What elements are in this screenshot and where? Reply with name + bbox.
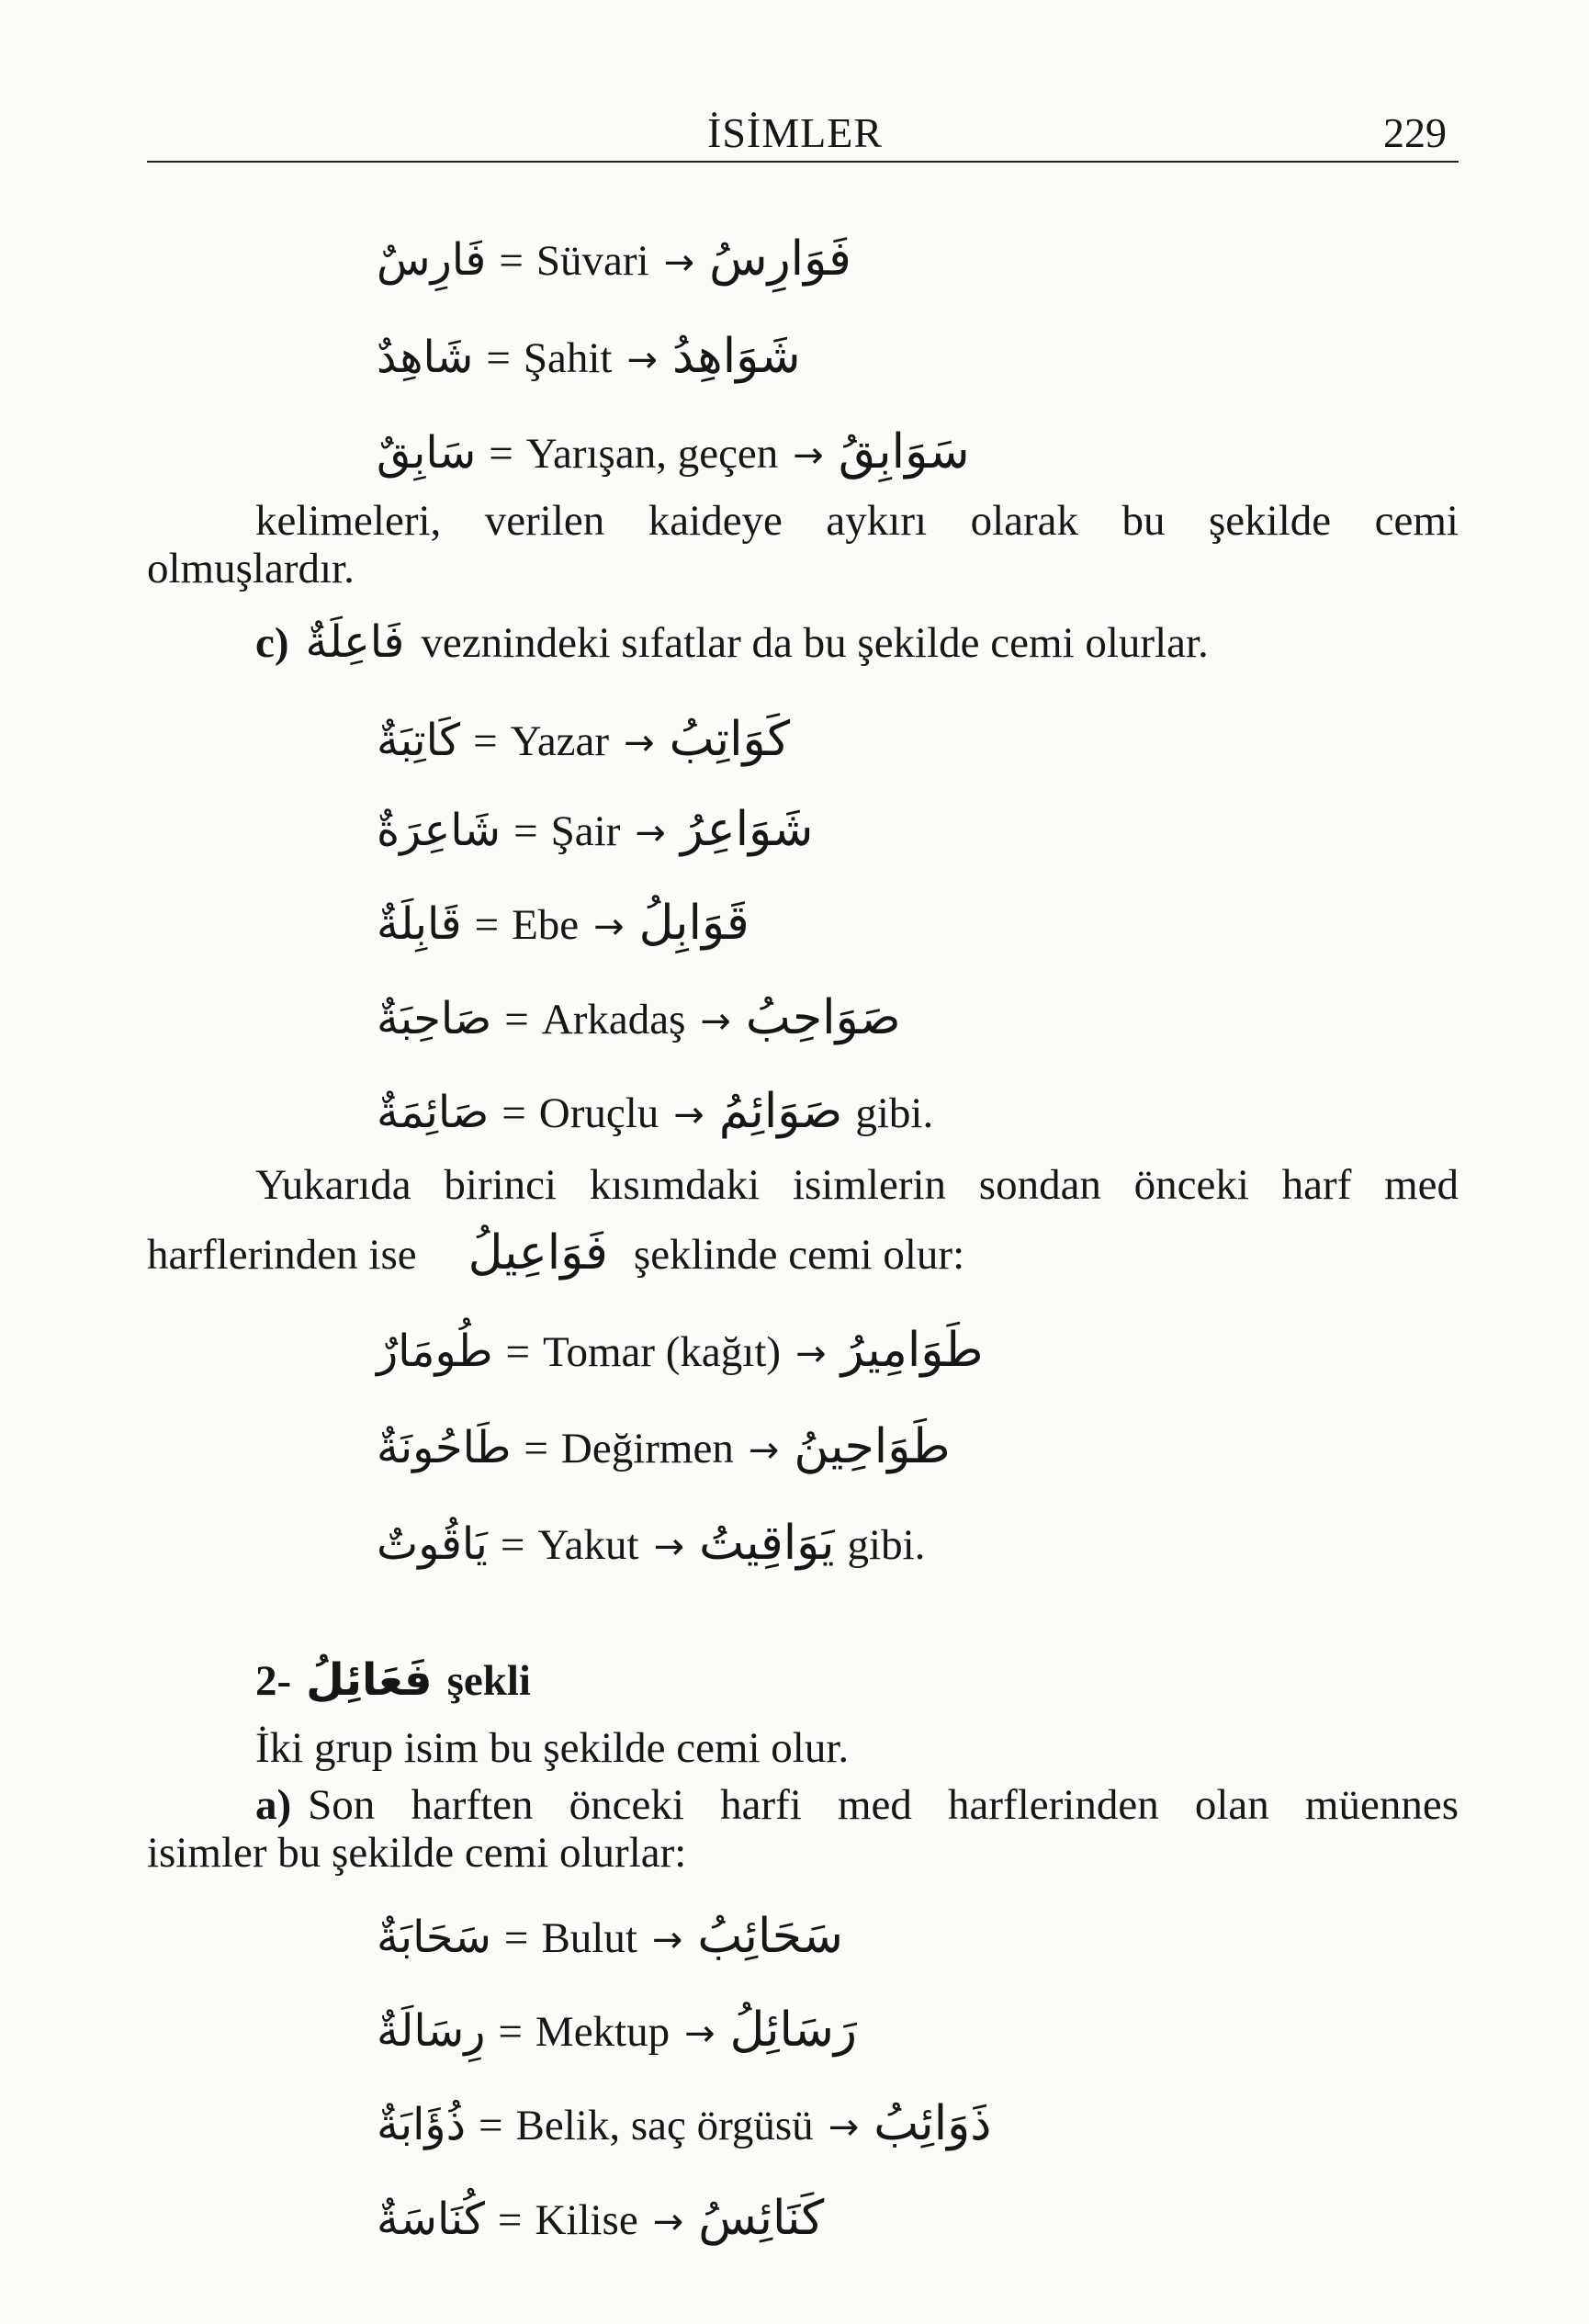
example-row [377, 1419, 950, 1474]
suffix-text: gibi. [847, 1521, 926, 1569]
rule-text: veznindeki sıfatlar da bu şekilde cemi olurlar. [421, 619, 1209, 667]
example-row [377, 990, 901, 1045]
arabic-plural: كَوَاتِبُ [669, 712, 791, 767]
equals-sign: = [498, 2008, 523, 2056]
equals-sign: = [497, 2196, 523, 2244]
arabic-plural: سَوَابِقُ [838, 424, 970, 479]
equals-sign: = [478, 2102, 503, 2149]
arabic-plural: صَوَاحِبُ [745, 990, 901, 1045]
arabic-plural: رَسَائِلُ [729, 2002, 858, 2058]
arrow-icon: → [653, 1526, 685, 1568]
example-row [377, 2096, 991, 2151]
arabic-plural: شَوَاهِدُ [672, 329, 801, 384]
example-row [377, 231, 851, 287]
arabic-singular: شَاعِرَةٌ [377, 805, 501, 856]
paragraph-line: İki grup isim bu şekilde cemi olur. [255, 1724, 850, 1772]
equals-sign: = [503, 1914, 529, 1962]
meaning: Yarışan, geçen [525, 430, 779, 478]
arrow-icon: → [652, 2201, 684, 2243]
arabic-pattern: فَعَائِلُ [306, 1654, 433, 1706]
meaning: Yazar [510, 717, 610, 765]
meaning: Şahit [523, 334, 613, 382]
arabic-singular: صَاحِبَةٌ [377, 993, 492, 1044]
section-label: şekli [446, 1657, 531, 1705]
arabic-pattern: فَاعِلَةٌ [305, 616, 405, 668]
arabic-plural: كَنَائِسُ [698, 2191, 825, 2246]
rule-c [255, 616, 1209, 668]
arabic-singular: يَاقُوتٌ [377, 1518, 488, 1570]
arabic-plural: شَوَاعِرُ [680, 802, 814, 857]
list-label: a) [255, 1781, 292, 1829]
arrow-icon: → [795, 1333, 827, 1375]
arabic-singular: ذُؤَابَةٌ [377, 2099, 466, 2150]
paragraph-line: isimler bu şekilde cemi olurlar: [147, 1829, 687, 1877]
meaning: Kilise [535, 2196, 638, 2244]
example-row [377, 1909, 843, 1964]
arabic-plural: قَوَابِلُ [638, 896, 749, 951]
arrow-icon: → [673, 1094, 704, 1136]
example-row [377, 329, 801, 384]
equals-sign: = [505, 1328, 531, 1376]
arabic-singular: قَابِلَةٌ [377, 898, 462, 950]
page-number: 229 [1383, 109, 1447, 156]
example-row [377, 1084, 933, 1139]
meaning: Değirmen [560, 1425, 734, 1472]
arabic-plural: صَوَائِمُ [718, 1084, 843, 1139]
meaning: Ebe [512, 901, 580, 949]
arabic-plural: طَوَامِيرُ [840, 1323, 984, 1378]
equals-sign: = [474, 901, 500, 949]
arrow-icon: → [651, 1919, 683, 1961]
paragraph-line: Yukarıda birinci kısımdaki isimlerin sondan önceki harf med [255, 1161, 1459, 1209]
paragraph-text: şeklinde cemi olur: [633, 1231, 965, 1279]
arrow-icon: → [593, 906, 625, 948]
meaning: Mektup [535, 2008, 671, 2056]
example-row [377, 1516, 925, 1571]
paragraph-line: kelimeleri, verilen kaideye aykırı olarak bu şekilde cemi [255, 497, 1459, 545]
arabic-singular: كُنَاسَةٌ [377, 2194, 485, 2245]
equals-sign: = [486, 334, 511, 382]
paragraph-line [255, 1780, 1459, 1830]
header-rule [147, 161, 1459, 163]
arabic-singular: سَابِقٌ [377, 427, 477, 479]
meaning: Oruçlu [538, 1089, 659, 1137]
list-label: c) [255, 619, 289, 667]
arrow-icon: → [793, 434, 824, 477]
example-row [377, 2191, 824, 2246]
equals-sign: = [500, 1521, 525, 1569]
equals-sign: = [489, 430, 513, 478]
meaning: Belik, saç örgüsü [515, 2102, 814, 2149]
example-row [377, 802, 813, 857]
arabic-singular: طُومَارٌ [377, 1326, 493, 1377]
paragraph-text: harflerinden ise [147, 1231, 417, 1279]
meaning: Tomar (kağıt) [543, 1328, 782, 1376]
arabic-singular: كَاتِبَةٌ [377, 715, 461, 766]
arabic-plural: سَحَائِبُ [697, 1909, 843, 1964]
arabic-singular: شَاهِدٌ [377, 332, 474, 383]
arabic-singular: سَحَابَةٌ [377, 1912, 491, 1963]
arabic-singular: رِسَالَةٌ [377, 2005, 486, 2057]
paragraph-line: olmuşlardır. [147, 545, 355, 592]
equals-sign: = [473, 717, 498, 765]
meaning: Şair [550, 807, 621, 855]
equals-sign: = [501, 1089, 526, 1137]
arabic-pattern: فَوَاعِيلُ [468, 1225, 608, 1280]
arabic-plural: فَوَارِسُ [709, 231, 851, 287]
section-number: 2- [255, 1657, 292, 1705]
arrow-icon: → [663, 242, 695, 284]
arrow-icon: → [624, 722, 655, 764]
arabic-singular: طَاحُونَةٌ [377, 1422, 512, 1473]
example-row [377, 1323, 984, 1378]
example-row [377, 712, 790, 767]
arabic-singular: فَارِسٌ [377, 234, 487, 286]
equals-sign: = [513, 807, 538, 855]
arrow-icon: → [635, 812, 666, 854]
arrow-icon: → [626, 339, 659, 381]
meaning: Arkadaş [541, 996, 686, 1044]
example-row [377, 424, 970, 479]
arrow-icon: → [828, 2106, 860, 2149]
arabic-singular: صَائِمَةٌ [377, 1087, 490, 1138]
meaning: Yakut [537, 1521, 639, 1569]
meaning: Bulut [541, 1914, 637, 1962]
equals-sign: = [504, 996, 529, 1044]
arrow-icon: → [684, 2013, 716, 2055]
paragraph-text: Son harften önceki harfi med harflerinden olan müennes [308, 1781, 1459, 1829]
arrow-icon: → [700, 1000, 731, 1043]
arabic-plural: طَوَاحِينُ [794, 1419, 951, 1474]
running-header-title: İSİMLER [707, 109, 883, 156]
arrow-icon: → [748, 1429, 780, 1472]
example-row [377, 2002, 857, 2058]
meaning: Süvari [535, 237, 649, 285]
suffix-text: gibi. [855, 1089, 934, 1137]
equals-sign: = [499, 237, 524, 285]
arabic-plural: ذَوَائِبُ [873, 2096, 992, 2151]
arabic-plural: يَوَاقِيتُ [699, 1516, 835, 1571]
example-row [377, 896, 749, 951]
section-heading [255, 1654, 531, 1706]
paragraph-line [147, 1225, 965, 1280]
equals-sign: = [524, 1425, 548, 1472]
